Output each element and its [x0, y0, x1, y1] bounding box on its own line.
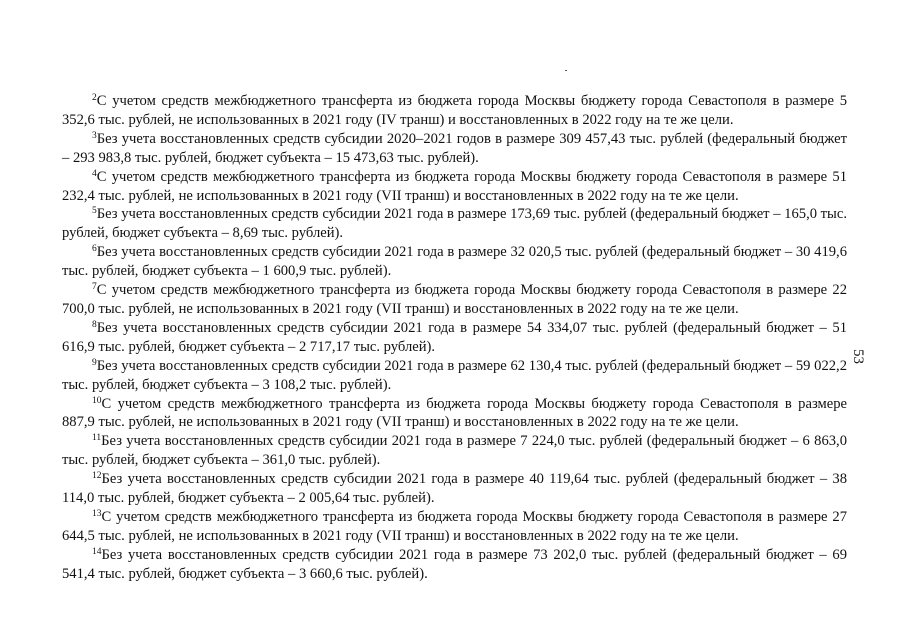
footnote [62, 508, 847, 546]
page-number: 53 [850, 349, 866, 364]
footnote-mark: 6 [92, 244, 97, 255]
footnote-mark: 2 [92, 93, 97, 103]
footnote-text: С учетом средств межбюджетного трансферта из бюджета города Москвы бюджету города Севастополя в размере 887,9 тыс. рублей, не использованных в 2021 году (VII транш) и восстановленных в 2022 году на те же цели. [62, 395, 847, 431]
footnote [62, 205, 847, 243]
footnote-mark: 13 [92, 508, 102, 519]
footnote-mark: 14 [92, 546, 102, 557]
footnote-mark: 10 [92, 395, 102, 406]
footnote [62, 357, 847, 395]
footnote [62, 243, 847, 281]
footnote [62, 432, 847, 470]
footnote-text: Без учета восстановленных средств субсидии 2021 года в размере 7 224,0 тыс. рублей (федеральный бюджет – 6 863,0 тыс. рублей, бюджет субъекта – 361,0 тыс. рублей). [62, 433, 847, 469]
footnote [62, 470, 847, 508]
footnote-text: С учетом средств межбюджетного трансферта из бюджета города Москвы бюджету города Севастополя в размере 22 700,0 тыс. рублей, не использованных в 2021 году (VII транш) и восстановленных в 2022 году на те же цели. [62, 282, 847, 317]
footnote [62, 395, 847, 433]
footnote-text: Без учета восстановленных средств субсидии 2021 года в размере 32 020,5 тыс. рублей (федеральный бюджет – 30 419,6 тыс. рублей, бюджет субъекта – 1 600,9 тыс. рублей). [62, 244, 847, 280]
footnote-mark: 7 [92, 282, 97, 293]
footnote-text: Без учета восстановленных средств субсидии 2021 года в размере 40 119,64 тыс. рублей (федеральный бюджет – 38 114,0 тыс. рублей, бюджет субъекта – 2 005,64 тыс. рублей). [62, 471, 847, 507]
footnotes-block [62, 92, 847, 584]
footnote-mark: 3 [92, 130, 97, 141]
footnote [62, 281, 847, 319]
footnote [62, 546, 847, 584]
footnote-text: Без учета восстановленных средств субсидии 2021 года в размере 173,69 тыс. рублей (федеральный бюджет – 165,0 тыс. рублей, бюджет субъекта – 8,69 тыс. рублей). [62, 206, 847, 242]
footnote-mark: 11 [92, 433, 102, 444]
footnote-text: Без учета восстановленных средств субсидии 2021 года в размере 73 202,0 тыс. рублей (федеральный бюджет – 69 541,4 тыс. рублей, бюджет субъекта – 3 660,6 тыс. рублей). [62, 546, 847, 582]
footnote [62, 168, 847, 206]
footnote-mark: 8 [92, 319, 97, 330]
footnote-mark: 12 [92, 471, 102, 482]
footnote [62, 130, 847, 168]
footnote [62, 319, 847, 357]
footnote-text: С учетом средств межбюджетного трансферта из бюджета города Москвы бюджету города Севастополя в размере 27 644,5 тыс. рублей, не использованных в 2021 году (VII транш) и восстановленных в 2022 году на те же цели. [62, 508, 847, 544]
footnote-mark: 4 [92, 168, 97, 179]
footnote-text: Без учета восстановленных средств субсидии 2021 года в размере 62 130,4 тыс. рублей (федеральный бюджет – 59 022,2 тыс. рублей, бюджет субъекта – 3 108,2 тыс. рублей). [62, 357, 847, 393]
scan-speck [565, 70, 567, 71]
footnote-text: Без учета восстановленных средств субсидии 2020–2021 годов в размере 309 457,43 тыс. рублей (федеральный бюджет – 293 983,8 тыс. рублей, бюджет субъекта – 15 473,63 тыс. рублей). [62, 130, 847, 166]
footnote-text: С учетом средств межбюджетного трансферта из бюджета города Москвы бюджету города Севастополя в размере 5 352,6 тыс. рублей, не использованных в 2021 году (IV транш) и восстановленных в 2022 году на те же цели. [62, 93, 847, 128]
footnote-text: Без учета восстановленных средств субсидии 2021 года в размере 54 334,07 тыс. рублей (федеральный бюджет – 51 616,9 тыс. рублей, бюджет субъекта – 2 717,17 тыс. рублей). [62, 319, 847, 355]
footnote-text: С учетом средств межбюджетного трансферта из бюджета города Москвы бюджету города Севастополя в размере 51 232,4 тыс. рублей, не использованных в 2021 году (VII транш) и восстановленных в 2022 году на те же цели. [62, 168, 847, 204]
footnote-mark: 5 [92, 206, 97, 217]
footnote-mark: 9 [92, 357, 97, 368]
footnote [62, 92, 847, 130]
